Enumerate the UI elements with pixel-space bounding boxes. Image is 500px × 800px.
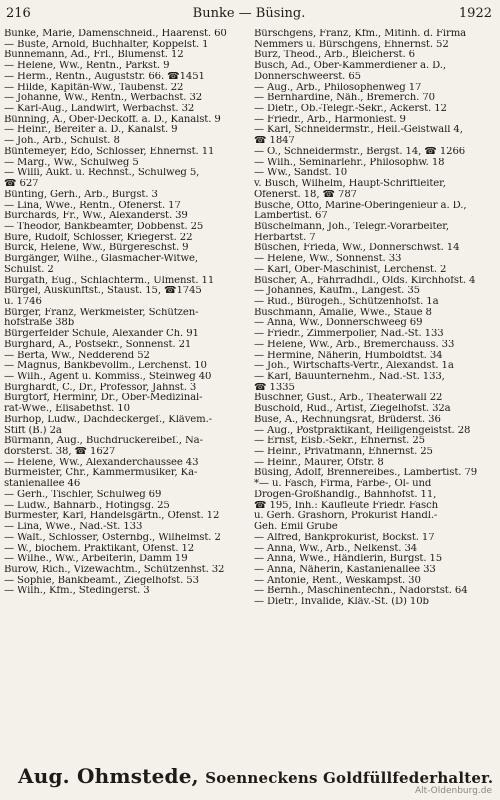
entry-line: Büschen, Frieda, Ww., Donnerschwst. 14: [254, 243, 460, 254]
ad-text: Soenneckens Goldfüllfederhalter.: [205, 769, 494, 787]
entry-line: — Gerh., Tischler, Schulweg 69: [4, 489, 162, 500]
entry-line: Burz, Theod., Arb., Bleicherst. 6: [254, 50, 415, 61]
entry-line: Buschner, Gust., Arb., Theaterwall 22: [254, 393, 443, 404]
entry-line: Burghard, A., Postsekr., Sonnenst. 21: [4, 339, 192, 350]
page-number-left: 216: [6, 6, 31, 21]
entry-line: Büschelmann, Joh., Telegr.-Vorarbeiter,: [254, 221, 449, 232]
entry-line: Buse, A., Rechnungsrat, Brüderst. 36: [254, 414, 441, 425]
entry-line: u. 1746: [4, 296, 42, 307]
entry-line: Büsing, Adolf, Brennereibes., Lambertist. 79: [254, 468, 478, 479]
entry-line: — Sophie, Bankbeamt., Ziegelhofst. 53: [4, 575, 199, 586]
entry-line: ☎ 627: [4, 179, 39, 190]
entry-line: — Helene, Ww., Alexanderchaussee 43: [4, 457, 199, 468]
entry-line: — Bernh., Maschinentechn., Nadorstst. 64: [254, 586, 468, 597]
entry-line: — Helene, Ww., Sonnenst. 33: [254, 254, 402, 265]
entry-line: — Ludw., Bahnarb., Hotingsg. 25: [4, 500, 170, 511]
entry-line: — Joh., Arb., Schulst. 8: [4, 136, 120, 147]
entry-line: — Rud., Bürogeh., Schützenhofst. 1a: [254, 296, 439, 307]
entry-line: Bure, Rudolf, Schlosser, Kriegerst. 22: [4, 232, 193, 243]
entry-line: v. Busch, Wilhelm, Haupt-Schriftleiter,: [254, 179, 446, 190]
entry-line: — Lina, Wwe., Rentn., Ofenerst. 17: [4, 200, 181, 211]
entry-line: Burgänger, Wilhe., Glasmacher-Witwe,: [4, 254, 198, 265]
entry-line: — Heinr., Privatmann, Ehnernst. 25: [254, 447, 433, 458]
entry-line: — Helene, Ww., Arb., Bremerchauss. 33: [254, 339, 455, 350]
entry-line: rat-Wwe., Elisabethst. 10: [4, 404, 130, 415]
entry-line: Ofenerst. 18, ☎ 787: [254, 189, 357, 200]
entry-line: — Magnus, Bankbevollm., Lerchenst. 10: [4, 361, 207, 372]
entry-line: — Karl, Ober-Maschinist, Lerchenst. 2: [254, 264, 447, 275]
entry-line: — Lina, Wwe., Nad.-St. 133: [4, 522, 143, 533]
entry-line: Busche, Otto, Marine-Oberingenieur a. D.,: [254, 200, 467, 211]
entry-line: — Karl, Bauunternehm., Nad.-St. 133,: [254, 372, 445, 382]
entry-line: — W., biochem. Praktikant, Ofenst. 12: [4, 543, 195, 554]
entry-line: Bürschgens, Franz, Kfm., Mitinh. d. Firma: [254, 29, 467, 39]
entry-line: — Berta, Ww., Nedderend 52: [4, 350, 150, 361]
entry-line: Bürger, Franz, Werkmeister, Schützen-: [4, 307, 199, 318]
entry-line: — Johanne, Ww., Rentn., Werbachst. 32: [4, 93, 203, 104]
entry-line: — Heinr., Bereiter a. D., Kanalst. 9: [4, 125, 178, 136]
entry-line: — Bernhardine, Näh., Bremerch. 70: [254, 93, 435, 104]
entry-line: — Anna, Ww., Arb., Nelkenst. 34: [254, 543, 418, 554]
entry-line: — Wilhe., Ww., Arbeiterin, Damm 19: [4, 554, 188, 565]
entry-line: u. Gerh. Grashorn, Prokurist Handl.-: [254, 511, 438, 522]
entry-line: Burgtorf, Herminr, Dr., Ober-Medizinal-: [4, 393, 203, 404]
entry-line: ☎ 1335: [254, 382, 295, 393]
entry-line: Nemmers u. Bürschgens, Ehnernst. 52: [254, 39, 449, 50]
entry-line: — Aug., Postpraktikant, Heiligengeistst. 28: [254, 425, 471, 436]
entry-line: — Karl-Aug., Landwirt, Werbachst. 32: [4, 104, 195, 115]
entry-line: Burmester, Karl, Handelsgärtn., Ofenst. 12: [4, 511, 220, 522]
entry-line: — Dietr., Ob.-Telegr.-Sekr., Ackerst. 12: [254, 104, 447, 115]
entry-line: Drogen-Großhandlg., Bahnhofst. 11,: [254, 489, 437, 500]
entry-line: Buschold, Rud., Artist, Ziegelhofst. 32a: [254, 404, 451, 415]
entry-line: — Heinr., Maurer, Ofstr. 8: [254, 457, 384, 468]
entry-line: Burhop, Ludw., Dachdeckergeſ., Klävem.-: [4, 414, 212, 425]
entry-line: — Friedr., Arb., Harmoniest. 9: [254, 114, 406, 125]
entry-line: — Willi, Aukt. u. Rechnst., Schulweg 5,: [4, 168, 200, 179]
ad-name: Aug. Ohmstede,: [18, 764, 199, 788]
entry-line: — Aug., Arb., Philosophenweg 17: [254, 82, 422, 93]
entry-line: hofstraße 38b: [4, 318, 75, 329]
entry-line: Bunnemann, Ad., Frl., Blumenst. 12: [4, 50, 184, 61]
entry-line: Donnerschweerst. 65: [254, 71, 361, 82]
entry-line: Burchards, Fr., Ww., Alexanderst. 39: [4, 211, 188, 222]
entry-line: — Anna, Näherin, Kastanienallee 33: [254, 564, 436, 575]
entry-line: Bünning, A., Ober-Deckoff. a. D., Kanalst. 9: [4, 114, 221, 125]
entry-line: — Helene, Ww., Rentn., Parkst. 9: [4, 61, 170, 72]
entry-line: — Wilh., Kfm., Stedingerst. 3: [4, 586, 150, 597]
entry-line: Buschmann, Amalie, Wwe., Staue 8: [254, 307, 432, 318]
entry-line: Burmeister, Chr., Kammermusiker, Ka-: [4, 468, 198, 479]
entry-line: Büntemeyer, Edo, Schlosser, Ehnernst. 11: [4, 146, 215, 157]
entry-line: — Hermine, Näherin, Humboldtst. 34: [254, 350, 443, 361]
entry-line: Burgath, Eug., Schlachterm., Ulmenst. 11: [4, 275, 215, 286]
entry-line: — Theodor, Bankbeamter, Dobbenst. 25: [4, 221, 204, 232]
entry-line: Geh. Emil Grube: [254, 522, 338, 533]
entry-line: Bürgerfelder Schule, Alexander Ch. 91: [4, 329, 199, 340]
entry-line: Lambertist. 67: [254, 211, 328, 222]
entry-line: — Antonie, Rent., Weskampst. 30: [254, 575, 421, 586]
entry-line: — Anna, Ww., Donnerschweeg 69: [254, 318, 423, 329]
entry-line: dorsterst. 38, ☎ 1627: [4, 447, 116, 458]
entry-line: Burck, Helene, Ww., Bürgereschst. 9: [4, 243, 189, 254]
entry-line: — Marg., Ww., Schulweg 5: [4, 157, 139, 168]
entry-line: — Friedr., Zimmerpolier, Nad.-St. 133: [254, 329, 444, 340]
page-title: Bunke — Büsing.: [192, 6, 306, 21]
entry-line: ☎ 1847: [254, 136, 295, 147]
entry-line: stanienallee 46: [4, 479, 81, 490]
right-column: [254, 29, 496, 608]
entry-line: — Johannes, Kaufm., Langest. 35: [254, 286, 420, 297]
entry-line: ☎ 195, Inh.: Kaufleute Friedr. Fasch: [254, 500, 438, 511]
entry-line: — Hilde, Kapitän-Ww., Taubenst. 22: [4, 82, 184, 93]
entry-line: Schulst. 2: [4, 264, 54, 275]
entry-line: Herbartst. 7: [254, 232, 316, 243]
entry-line: — Alfred, Bankprokurist, Bockst. 17: [254, 532, 435, 543]
entry-line: Bünting, Gerh., Arb., Burgst. 3: [4, 189, 158, 200]
entry-line: — O., Schneidermstr., Bergst. 14, ☎ 1266: [254, 146, 466, 157]
entry-line: Burow, Rich., Vizewachtm., Schützenhst. 32: [4, 564, 225, 575]
entry-line: Stift (B.) 2a: [4, 425, 62, 436]
entry-line: Büscher, A., Fahrradhdl., Olds. Kirchhofst. 4: [254, 275, 476, 286]
entry-line: — Walt., Schlosser, Osternbg., Wilhelmst. 2: [4, 532, 221, 543]
left-column: [4, 29, 246, 597]
entry-line: Burghardt, C., Dr., Professor, Jahnst. 3: [4, 382, 197, 393]
entry-line: — Wilh., Agent u. Kommiss., Steinweg 40: [4, 372, 212, 382]
entry-line: — Anna, Wwe., Händlerin, Burgst. 15: [254, 554, 443, 565]
advertisement: [18, 764, 494, 788]
watermark: Alt-Oldenburg.de: [414, 786, 492, 796]
entry-line: Bürmann, Aug., Buchdruckereibeſ., Na-: [4, 436, 203, 447]
page-header: [6, 6, 492, 22]
entry-line: — Herm., Rentn., Auguststr. 66. ☎1451: [4, 71, 205, 82]
entry-line: Bürgel, Auskunftst., Staust. 15, ☎1745: [4, 286, 202, 297]
entry-line: Busch, Ad., Ober-Kammerdiener a. D.,: [254, 61, 446, 72]
entry-line: *— u. Fasch, Firma, Farbe-, Öl- und: [254, 479, 432, 490]
entry-line: — Buste, Arnold, Buchhalter, Koppelst. 1: [4, 39, 209, 50]
entry-line: — Karl, Schneidermstr., Heil.-Geistwall 4,: [254, 125, 463, 136]
entry-line: — Wilh., Seminarlehr., Philosophw. 18: [254, 157, 445, 168]
entry-line: — Dietr., Invalide, Kläv.-St. (D) 10b: [254, 597, 429, 608]
entry-line: — Ww., Sandst. 10: [254, 168, 348, 179]
entry-line: — Joh., Wirtschafts-Vertr., Alexandst. 1a: [254, 361, 454, 372]
entry-line: Bunke, Marie, Damenschneid., Haarenst. 60: [4, 29, 227, 39]
page-year: 1922: [458, 6, 492, 21]
entry-line: — Ernst, Eisb.-Sekr., Ehnernst. 25: [254, 436, 425, 447]
